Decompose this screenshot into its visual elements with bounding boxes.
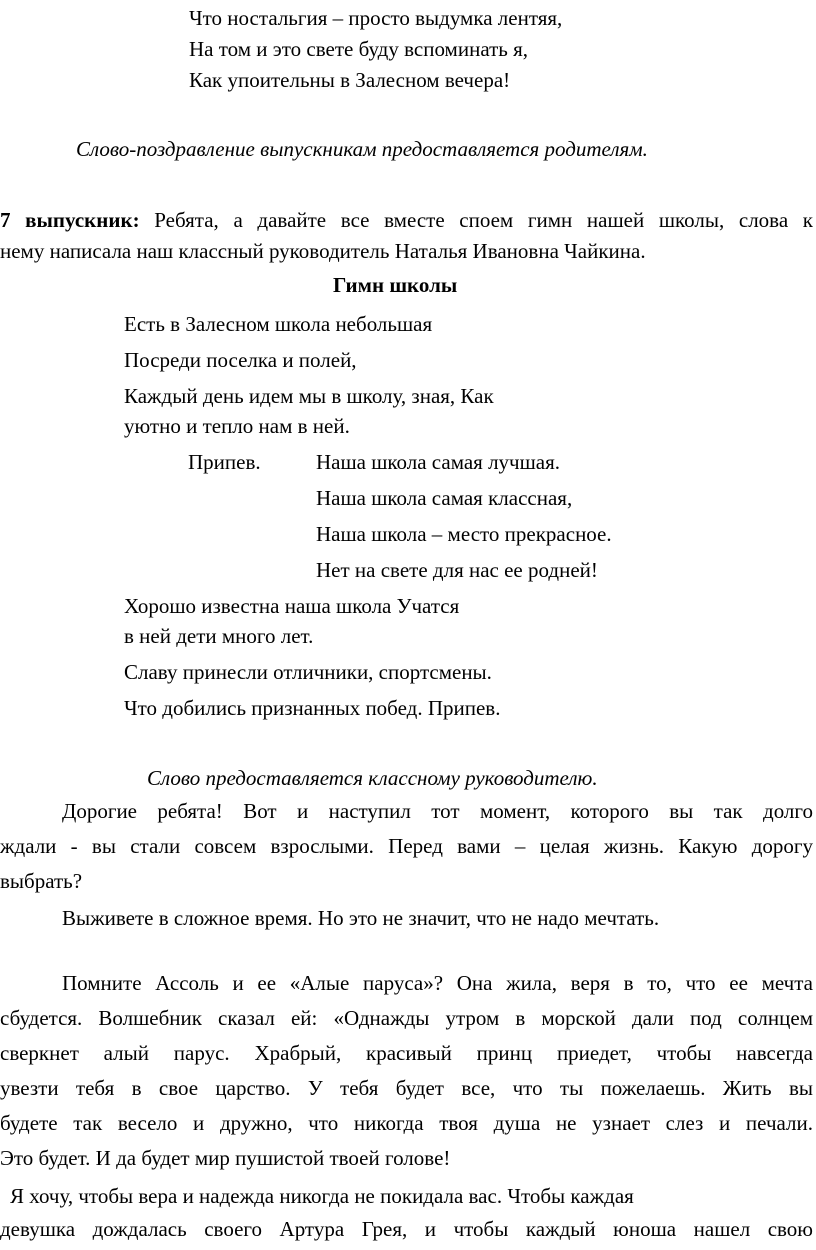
graduate-line-2: нему написала наш классный руководитель Наталья Ивановна Чайкина.: [0, 239, 646, 263]
poem-line-3: Как упоительны в Залесном вечера!: [189, 68, 511, 92]
teacher-p3-line-3: сверкнет алый парус. Храбрый, красивый принц приедет, чтобы навсегда: [0, 1041, 813, 1065]
verse2-line-4: Что добились признанных побед. Припев.: [124, 696, 501, 720]
verse2-line-1: Хорошо известна наша школа Учатся: [124, 594, 460, 618]
speaker-label: 7 выпускник:: [0, 208, 140, 232]
teacher-p1-line-3: выбрать?: [0, 869, 83, 893]
stage-note-parents-text: Слово-поздравление выпускникам предоставляется родителям: [76, 137, 643, 161]
chorus-line-1: Наша школа самая лучшая.: [316, 450, 561, 474]
graduate-text-1: Ребята, а давайте все вместе споем гимн нашей школы, слова к: [154, 208, 814, 232]
hymn-title: Гимн школы: [333, 273, 458, 297]
verse2-line-2: в ней дети много лет.: [124, 624, 314, 648]
graduate-line-1: [0, 207, 813, 233]
chorus-line-4: Нет на свете для нас ее родней!: [316, 558, 598, 582]
verse2-line-3: Славу принесли отличники, спортсмены.: [124, 660, 492, 684]
teacher-p4-line-1: Я хочу, чтобы вера и надежда никогда не покидала вас. Чтобы каждая: [10, 1184, 634, 1208]
teacher-p3-line-1: Помните Ассоль и ее «Алые паруса»? Она жила, веря в то, что ее мечта: [62, 971, 813, 995]
verse1-line-2: Посреди поселка и полей,: [124, 348, 357, 372]
stage-note-parents-period: .: [642, 137, 648, 161]
stage-note-teacher: Слово предоставляется классному руководителю.: [147, 766, 598, 790]
verse1-line-3: Каждый день идем мы в школу, зная, Как: [124, 384, 494, 408]
verse1-line-4: уютно и тепло нам в ней.: [124, 414, 350, 438]
teacher-p3-line-6: Это будет. И да будет мир пушистой твоей голове!: [0, 1146, 451, 1170]
poem-line-1: Что ностальгия – просто выдумка лентяя,: [189, 6, 563, 30]
teacher-p4-line-2: девушка дождалась своего Артура Грея, и чтобы каждый юноша нашел свою: [0, 1217, 813, 1241]
teacher-p2: Выживете в сложное время. Но это не значит, что не надо мечтать.: [62, 906, 660, 930]
verse1-line-1: Есть в Залесном школа небольшая: [124, 312, 433, 336]
stage-note-parents: [76, 136, 648, 162]
chorus-label: Припев.: [188, 450, 261, 474]
teacher-p1-line-2: ждали - вы стали совсем взрослыми. Перед вами – целая жизнь. Какую дорогу: [0, 834, 813, 858]
teacher-p3-line-5: будете так весело и дружно, что никогда твоя душа не узнает слез и печали.: [0, 1111, 813, 1135]
teacher-p3-line-2: сбудется. Волшебник сказал ей: «Однажды утром в морской дали под солнцем: [0, 1006, 813, 1030]
chorus-line-2: Наша школа самая классная,: [316, 486, 573, 510]
poem-line-2: На том и это свете буду вспоминать я,: [189, 37, 529, 61]
teacher-p1-line-1: Дорогие ребята! Вот и наступил тот момент, которого вы так долго: [62, 799, 813, 823]
teacher-p3-line-4: увезти тебя в свое царство. У тебя будет все, что ты пожелаешь. Жить вы: [0, 1076, 813, 1100]
chorus-line-3: Наша школа – место прекрасное.: [316, 522, 612, 546]
